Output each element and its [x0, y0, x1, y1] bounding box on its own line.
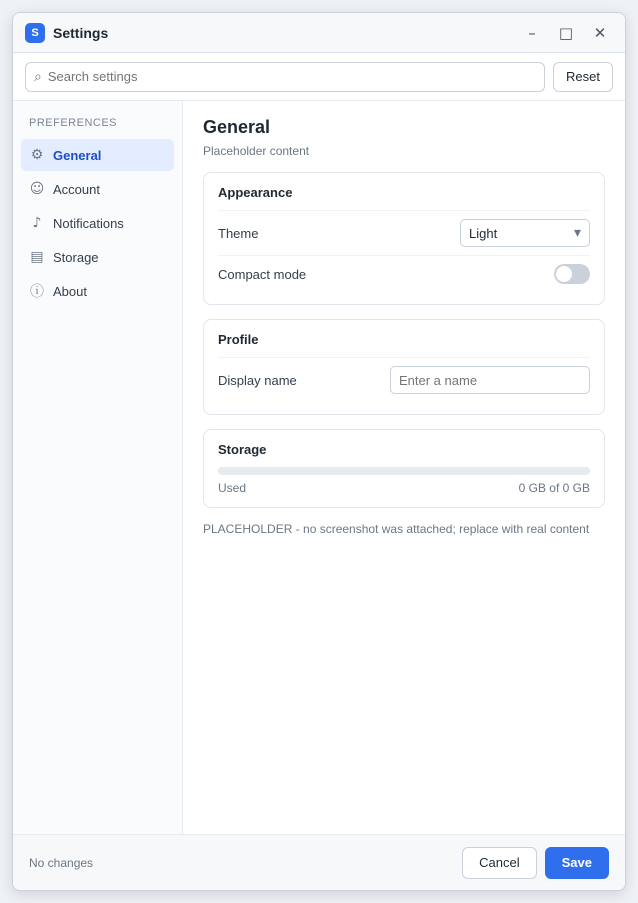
footer [13, 834, 625, 890]
title-bar [13, 13, 625, 53]
sidebar-item-account[interactable] [21, 173, 174, 205]
window-body [13, 101, 625, 834]
storage-card [203, 429, 605, 508]
compact-row [218, 255, 590, 292]
window-title: Settings [53, 24, 109, 41]
theme-select[interactable] [460, 219, 590, 247]
reset-button[interactable]: Reset [553, 62, 613, 92]
folder-icon: ▤ [30, 249, 44, 265]
sidebar-item-label: About [53, 283, 87, 299]
sidebar-item-notifications[interactable] [21, 207, 174, 239]
display-name-field[interactable] [390, 366, 590, 394]
storage-meta [218, 481, 590, 495]
main-content [183, 101, 625, 834]
status-text: No changes [29, 855, 94, 870]
maximize-button[interactable]: □ [553, 20, 579, 46]
sidebar-item-label: Storage [53, 249, 99, 265]
theme-label: Theme [218, 225, 259, 241]
compact-label: Compact mode [218, 266, 307, 282]
search-input[interactable] [48, 69, 536, 84]
sidebar-item-storage[interactable] [21, 241, 174, 273]
bell-icon: ♪ [32, 215, 42, 231]
sidebar-item-label: Account [53, 181, 100, 197]
card-title: Profile [218, 332, 259, 347]
sidebar-item-label: General [53, 147, 102, 163]
footer-actions [462, 847, 609, 879]
search-box [25, 62, 545, 92]
appearance-card [203, 172, 605, 305]
settings-window [12, 12, 626, 891]
gear-icon: ⚙ [30, 147, 44, 163]
search-icon: ⌕ [34, 68, 42, 85]
close-button[interactable]: ✕ [587, 20, 613, 46]
app-icon: S [25, 23, 45, 43]
placeholder-notice: PLACEHOLDER - no screenshot was attached; replace with real content [203, 522, 590, 536]
sidebar-item-about[interactable] [21, 275, 174, 307]
page-title: General [203, 117, 271, 137]
sidebar-heading: PREFERENCES [29, 117, 118, 129]
toolbar [13, 53, 625, 101]
card-title: Storage [218, 442, 267, 457]
minimize-button[interactable]: – [519, 20, 545, 46]
storage-progress-bar [218, 467, 590, 475]
sidebar-item-label: Notifications [53, 215, 124, 231]
sidebar [13, 101, 183, 834]
page-subtitle: Placeholder content [203, 144, 310, 158]
info-icon: ⓘ [30, 284, 44, 300]
storage-used-label: Used [218, 481, 247, 495]
storage-used-text: 0 GB of 0 GB [518, 481, 590, 495]
theme-value: Light [469, 225, 498, 241]
save-button[interactable]: Save [545, 847, 609, 879]
user-icon: ☺ [29, 181, 45, 197]
name-label: Display name [218, 372, 297, 388]
compact-mode-toggle[interactable] [554, 264, 590, 284]
sidebar-item-general[interactable] [21, 139, 174, 171]
cancel-button[interactable]: Cancel [462, 847, 536, 879]
name-row [218, 357, 590, 402]
card-title: Appearance [218, 185, 293, 200]
profile-card [203, 319, 605, 415]
chevron-down-icon: ▾ [573, 225, 581, 241]
theme-row [218, 210, 590, 255]
